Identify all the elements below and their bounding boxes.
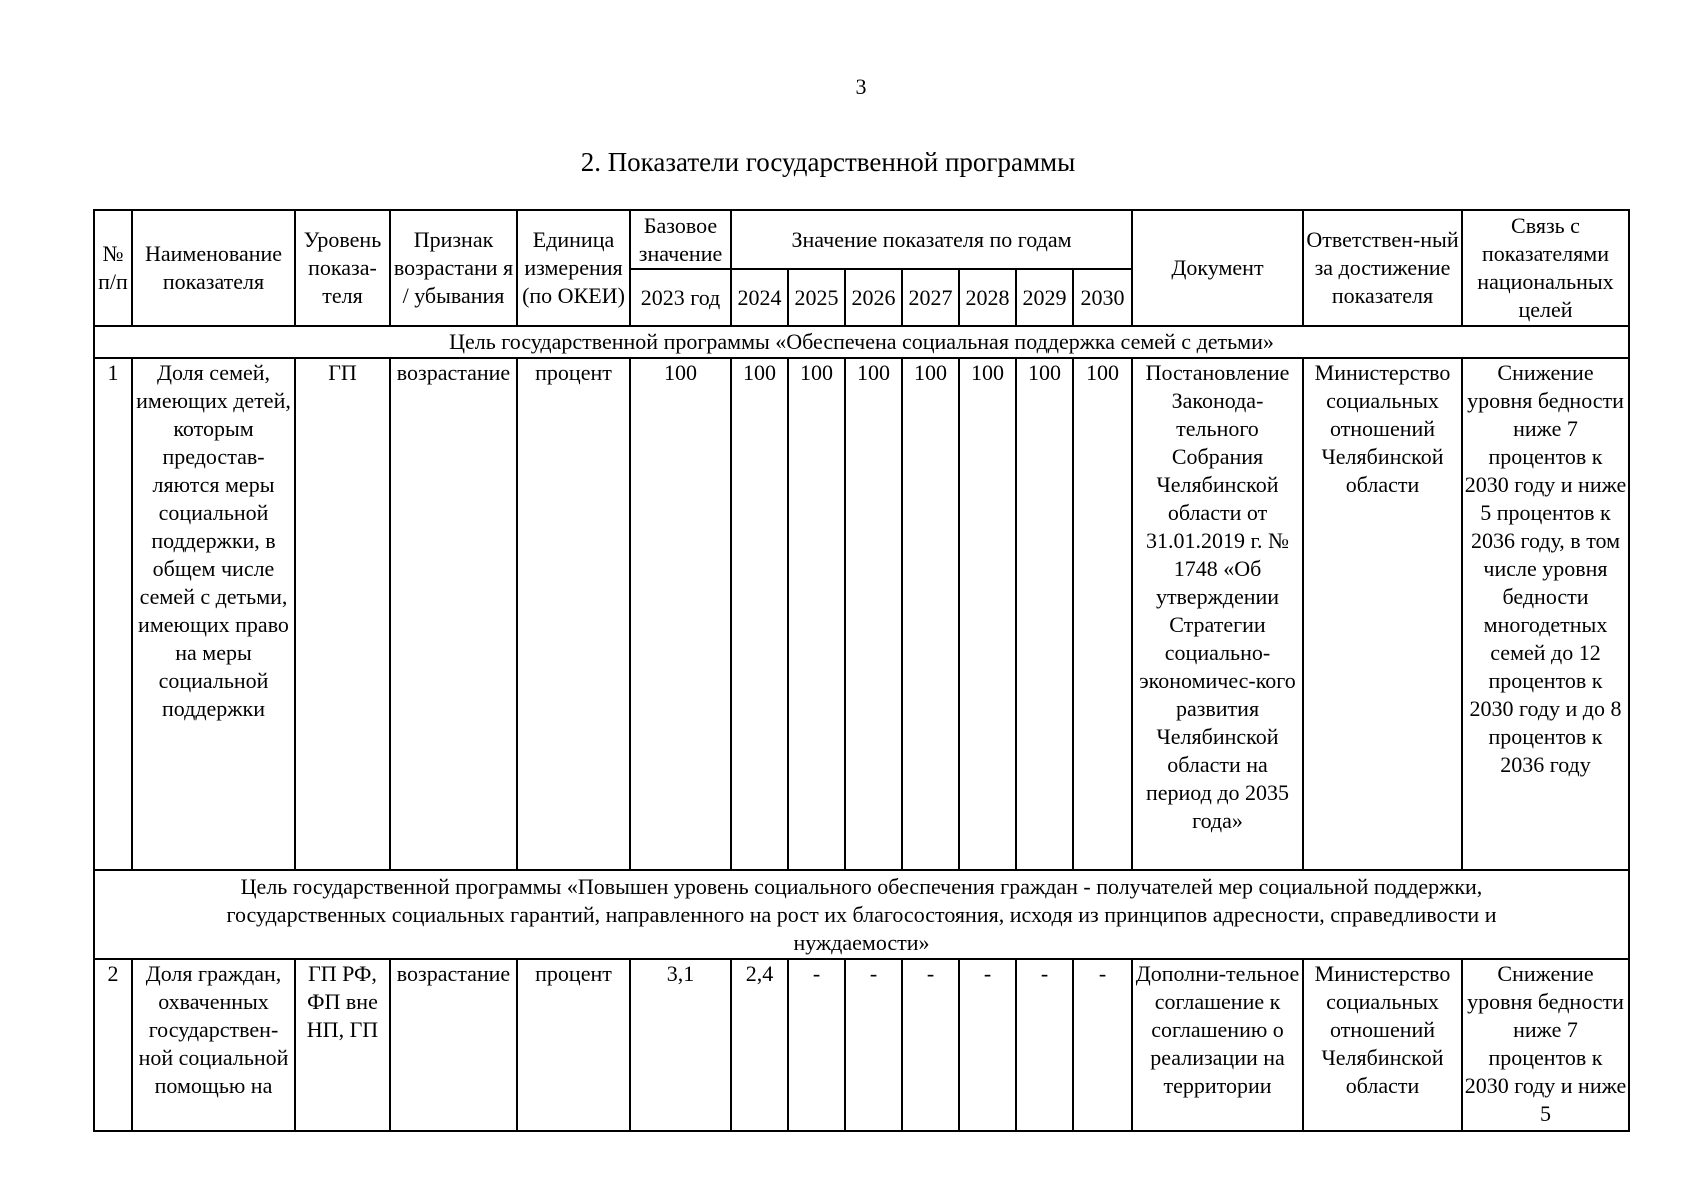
indicators-table [93, 209, 1630, 1132]
header-row [94, 210, 1629, 269]
row-name: Доля граждан, охваченных государствен-ной социальной помощью на [132, 959, 295, 1131]
row-year-value: 100 [788, 358, 845, 870]
row-link: Снижение уровня бедности ниже 7 процентов к 2030 году и ниже 5 процентов к 2036 году, в том числе уровня бедности многодетных семей до 12 процентов к 2030 году и до 8 процентов к 2036 году [1462, 358, 1629, 870]
row-level: ГП РФ, ФП вне НП, ГП [295, 959, 390, 1131]
header-year: 2028 [959, 269, 1016, 326]
section-title: 2. Показатели государственной программы [580, 147, 1076, 177]
row-unit: процент [517, 358, 630, 870]
row-year-value: 100 [902, 358, 959, 870]
table-row [94, 959, 1629, 1131]
header-unit: Единица измерения (по ОКЕИ) [517, 210, 630, 326]
row-year-value: - [845, 959, 902, 1131]
row-year-value: - [1016, 959, 1073, 1131]
table-row [94, 358, 1629, 870]
header-base: Базовое значение [630, 210, 731, 269]
header-year: 2027 [902, 269, 959, 326]
header-year: 2030 [1073, 269, 1132, 326]
header-year: 2025 [788, 269, 845, 326]
row-trend: возрастание [390, 959, 517, 1131]
goal-1-text: Цель государственной программы «Обеспечена социальная поддержка семей с детьми» [94, 326, 1629, 358]
row-year-value: - [959, 959, 1016, 1131]
row-year-value: 100 [1016, 358, 1073, 870]
row-num: 2 [94, 959, 132, 1131]
header-document: Документ [1132, 210, 1303, 326]
header-level: Уровень показа-теля [295, 210, 390, 326]
row-year-value: - [1073, 959, 1132, 1131]
goal-2-text: Цель государственной программы «Повышен уровень социального обеспечения граждан - получателей мер социальной поддержки, государственных социальных гарантий, направленного на рост их благосостояния, исходя из принципов адресности, справедливости и нуждаемости» [94, 870, 1629, 959]
row-link: Снижение уровня бедности ниже 7 процентов к 2030 году и ниже 5 [1462, 959, 1629, 1131]
row-year-value: 100 [959, 358, 1016, 870]
row-document: Дополни-тельное соглашение к соглашению о реализации на территории [1132, 959, 1303, 1131]
row-year-value: 100 [731, 358, 788, 870]
row-responsible: Министерство социальных отношений Челябинской области [1303, 959, 1462, 1131]
header-link: Связь с показателями национальных целей [1462, 210, 1629, 326]
header-year: 2029 [1016, 269, 1073, 326]
row-unit: процент [517, 959, 630, 1131]
header-trend: Признак возрастани я / убывания [390, 210, 517, 326]
row-year-value: - [788, 959, 845, 1131]
row-base: 100 [630, 358, 731, 870]
header-num: № п/п [94, 210, 132, 326]
row-year-value: - [902, 959, 959, 1131]
row-base: 3,1 [630, 959, 731, 1131]
row-year-value: 2,4 [731, 959, 788, 1131]
row-name: Доля семей, имеющих детей, которым предостав-ляются меры социальной поддержки, в общем числе семей с детьми, имеющих право на меры социальной поддержки [132, 358, 295, 870]
row-num: 1 [94, 358, 132, 870]
goal-row [94, 326, 1629, 358]
header-years-group: Значение показателя по годам [731, 210, 1132, 269]
goal-row [94, 870, 1629, 959]
row-document: Постановление Законода-тельного Собрания Челябинской области от 31.01.2019 г. № 1748 «Об утверждении Стратегии социально-экономичес-кого развития Челябинской области на период до 2035 года» [1132, 358, 1303, 870]
header-responsible: Ответствен-ный за достижение показателя [1303, 210, 1462, 326]
row-level: ГП [295, 358, 390, 870]
row-responsible: Министерство социальных отношений Челябинской области [1303, 358, 1462, 870]
row-year-value: 100 [1073, 358, 1132, 870]
row-trend: возрастание [390, 358, 517, 870]
header-year: 2024 [731, 269, 788, 326]
header-year: 2026 [845, 269, 902, 326]
header-name: Наименование показателя [132, 210, 295, 326]
row-year-value: 100 [845, 358, 902, 870]
page-number: 3 [855, 74, 867, 99]
header-base-year: 2023 год [630, 269, 731, 326]
